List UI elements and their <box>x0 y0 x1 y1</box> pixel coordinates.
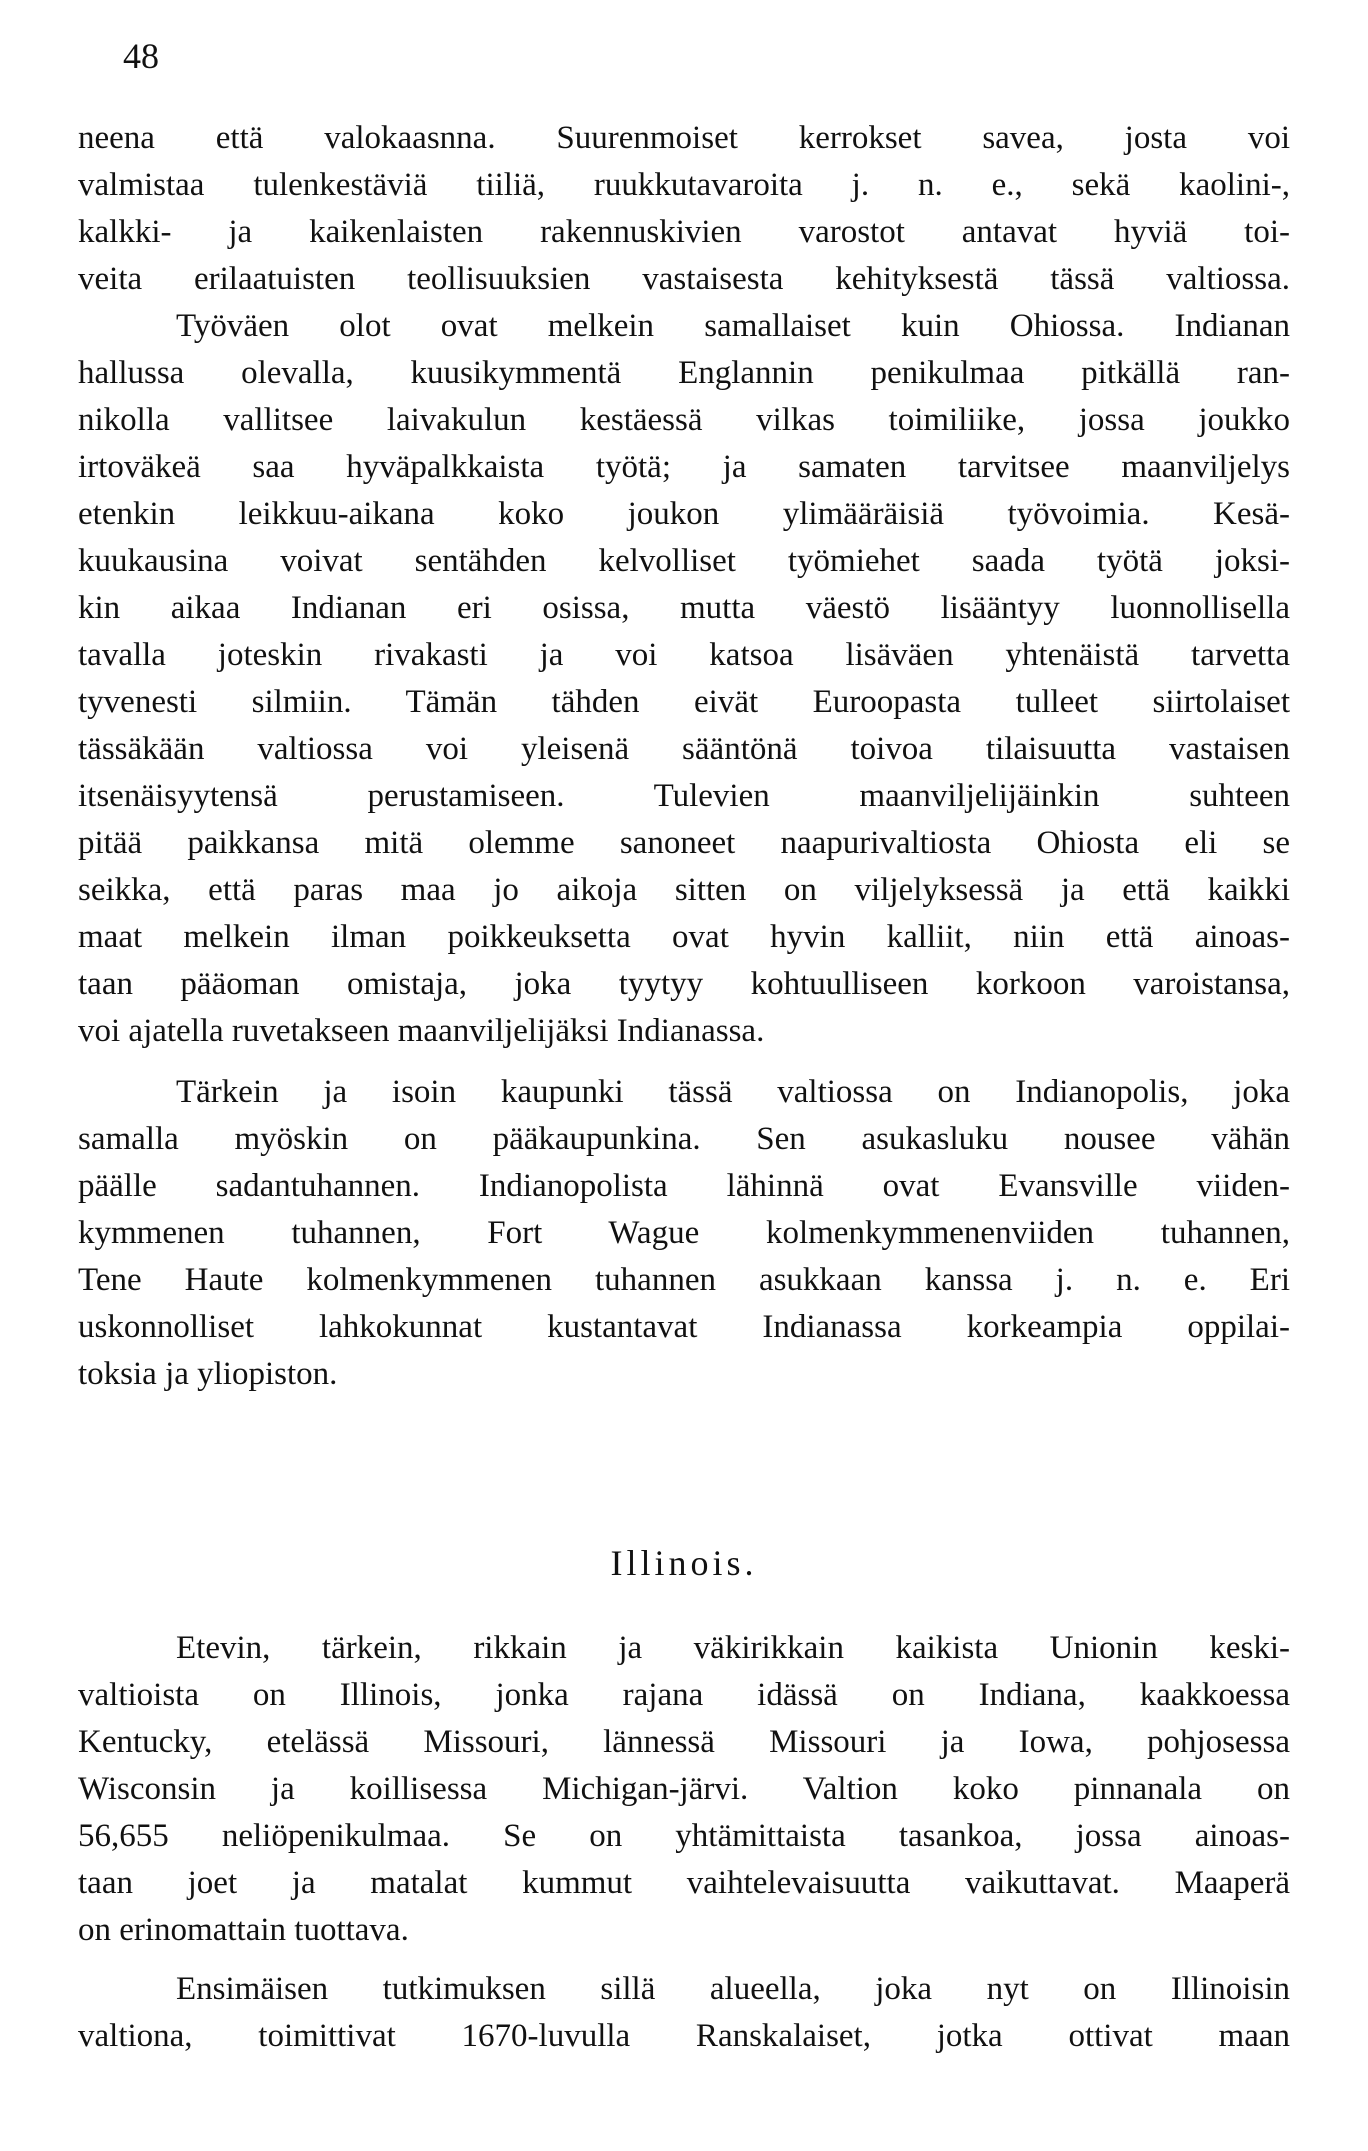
text-line: Tene Haute kolmenkymmenen tuhannen asukkaan kanssa j. n. e. Eri <box>78 1262 1290 1298</box>
text-line: Wisconsin ja koillisessa Michigan-järvi. Valtion koko pinnanala on <box>78 1771 1290 1807</box>
text-line: nikolla vallitsee laivakulun kestäessä vilkas toimiliike, jossa joukko <box>78 402 1290 438</box>
text-line: seikka, että paras maa jo aikoja sitten on viljelyksessä ja että kaikki <box>78 872 1290 908</box>
text-line: taan joet ja matalat kummut vaihtelevaisuutta vaikuttavat. Maaperä <box>78 1865 1290 1901</box>
text-line: kin aikaa Indianan eri osissa, mutta väestö lisääntyy luonnollisella <box>78 590 1290 626</box>
text-line: päälle sadantuhannen. Indianopolista lähinnä ovat Evansville viiden- <box>78 1168 1290 1204</box>
text-line: Työväen olot ovat melkein samallaiset kuin Ohiossa. Indianan <box>176 308 1290 344</box>
text-line: voi ajatella ruvetakseen maanviljelijäksi Indianassa. <box>78 1013 765 1049</box>
text-line: samalla myöskin on pääkaupunkina. Sen asukasluku nousee vähän <box>78 1121 1290 1157</box>
text-line: itsenäisyytensä perustamiseen. Tulevien maanviljelijäinkin suhteen <box>78 778 1290 814</box>
section-heading: Illinois. <box>610 1543 758 1583</box>
text-line: valtiona, toimittivat 1670-luvulla Ranskalaiset, jotka ottivat maan <box>78 2018 1290 2054</box>
text-line: valmistaa tulenkestäviä tiiliä, ruukkutavaroita j. n. e., sekä kaolini-, <box>78 167 1290 203</box>
text-line: on erinomattain tuottava. <box>78 1912 409 1948</box>
page-number: 48 <box>123 36 159 76</box>
text-line: uskonnolliset lahkokunnat kustantavat Indianassa korkeampia oppilai- <box>78 1309 1290 1345</box>
text-line: toksia ja yliopiston. <box>78 1356 338 1392</box>
text-line: Etevin, tärkein, rikkain ja väkirikkain kaikista Unionin keski- <box>176 1630 1290 1666</box>
text-line: pitää paikkansa mitä olemme sanoneet naapurivaltiosta Ohiosta eli se <box>78 825 1290 861</box>
text-line: taan pääoman omistaja, joka tyytyy kohtuulliseen korkoon varoistansa, <box>78 966 1290 1002</box>
text-line: valtioista on Illinois, jonka rajana idässä on Indiana, kaakkoessa <box>78 1677 1290 1713</box>
text-line: Kentucky, etelässä Missouri, lännessä Missouri ja Iowa, pohjosessa <box>78 1724 1290 1760</box>
text-line: tyvenesti silmiin. Tämän tähden eivät Euroopasta tulleet siirtolaiset <box>78 684 1290 720</box>
text-line: veita erilaatuisten teollisuuksien vastaisesta kehityksestä tässä valtiossa. <box>78 261 1290 297</box>
text-line: kuukausina voivat sentähden kelvolliset työmiehet saada työtä joksi- <box>78 543 1290 579</box>
text-line: kymmenen tuhannen, Fort Wague kolmenkymmenenviiden tuhannen, <box>78 1215 1290 1251</box>
text-line: irtoväkeä saa hyväpalkkaista työtä; ja samaten tarvitsee maanviljelys <box>78 449 1290 485</box>
text-line: maat melkein ilman poikkeuksetta ovat hyvin kalliit, niin että ainoas- <box>78 919 1290 955</box>
text-line: Ensimäisen tutkimuksen sillä alueella, joka nyt on Illinoisin <box>176 1971 1290 2007</box>
text-line: hallussa olevalla, kuusikymmentä Englannin penikulmaa pitkällä ran- <box>78 355 1290 391</box>
text-line: tässäkään valtiossa voi yleisenä sääntönä toivoa tilaisuutta vastaisen <box>78 731 1290 767</box>
text-line: kalkki- ja kaikenlaisten rakennuskivien varostot antavat hyviä toi- <box>78 214 1290 250</box>
text-line: 56,655 neliöpenikulmaa. Se on yhtämittaista tasankoa, jossa ainoas- <box>78 1818 1290 1854</box>
text-line: Tärkein ja isoin kaupunki tässä valtiossa on Indianopolis, joka <box>176 1074 1290 1110</box>
text-line: neena että valokaasnna. Suurenmoiset kerrokset savea, josta voi <box>78 120 1290 156</box>
text-line: tavalla joteskin rivakasti ja voi katsoa lisäväen yhtenäistä tarvetta <box>78 637 1290 673</box>
text-line: etenkin leikkuu-aikana koko joukon ylimääräisiä työvoimia. Kesä- <box>78 496 1290 532</box>
